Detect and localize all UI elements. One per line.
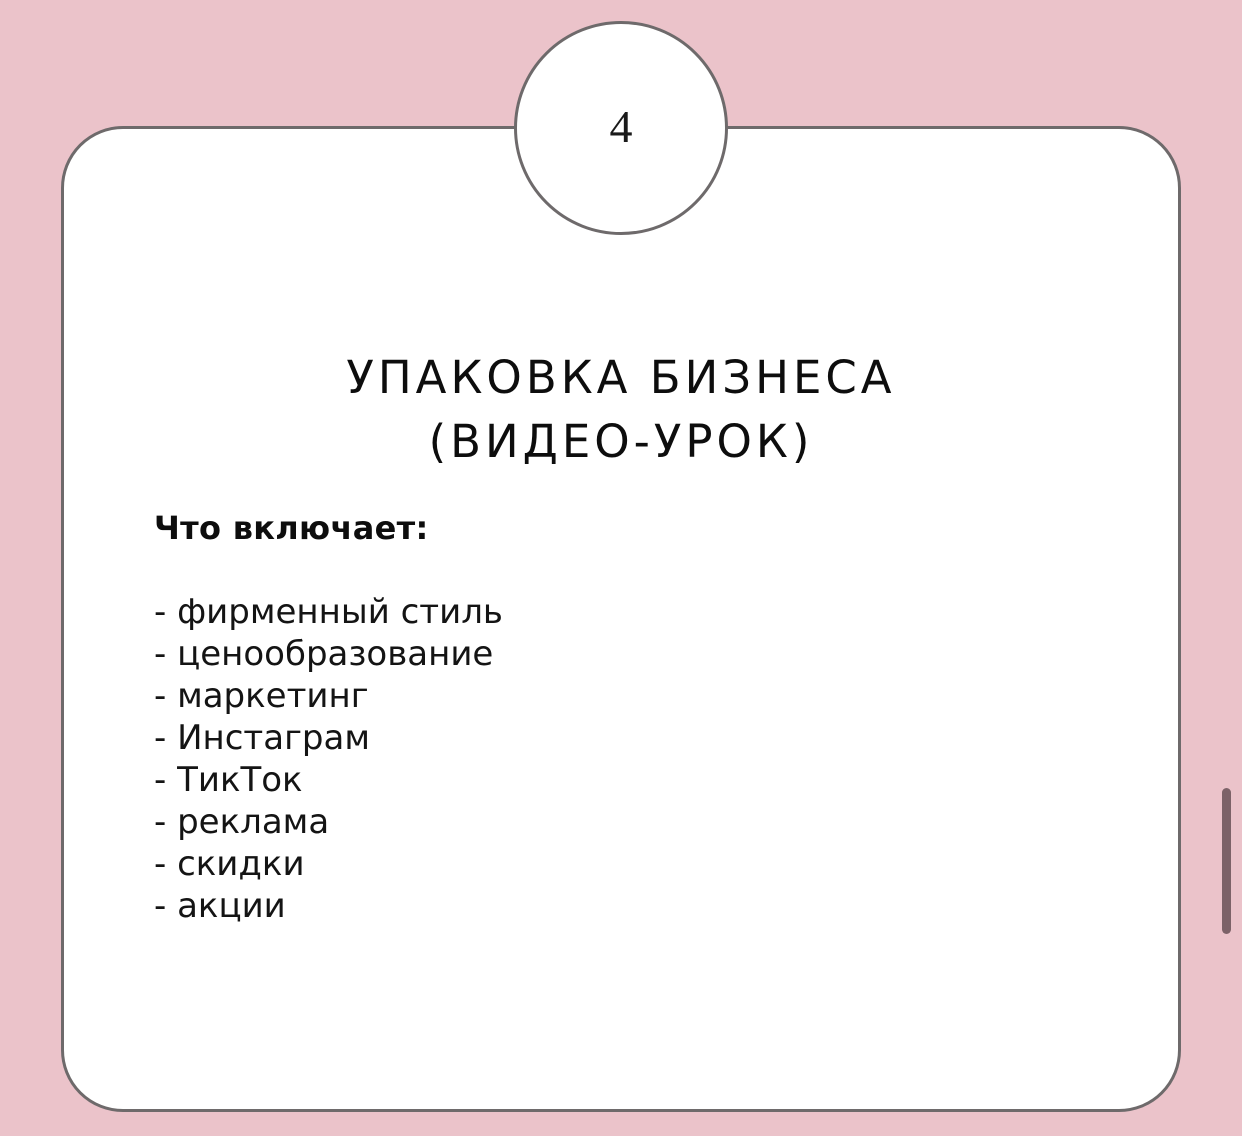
step-number-badge bbox=[514, 21, 728, 235]
card-title bbox=[61, 346, 1181, 474]
card-title-line-2: (ВИДЕО-УРОК) bbox=[428, 415, 814, 468]
step-number: 4 bbox=[609, 101, 633, 152]
list-item: - маркетинг bbox=[154, 676, 369, 716]
list-item: - фирменный стиль bbox=[154, 592, 503, 632]
card-title-line-1: УПАКОВКА БИЗНЕСА bbox=[346, 351, 896, 404]
includes-label: Что включает: bbox=[154, 509, 429, 547]
list-item: - скидки bbox=[154, 844, 305, 884]
list-item: - ТикТок bbox=[154, 760, 303, 800]
list-item: - ценообразование bbox=[154, 634, 494, 674]
list-item: - Инстаграм bbox=[154, 718, 371, 758]
list-item: - акции bbox=[154, 886, 286, 926]
list-item: - реклама bbox=[154, 802, 330, 842]
includes-list bbox=[154, 591, 503, 927]
scrollbar-thumb[interactable] bbox=[1222, 788, 1231, 934]
